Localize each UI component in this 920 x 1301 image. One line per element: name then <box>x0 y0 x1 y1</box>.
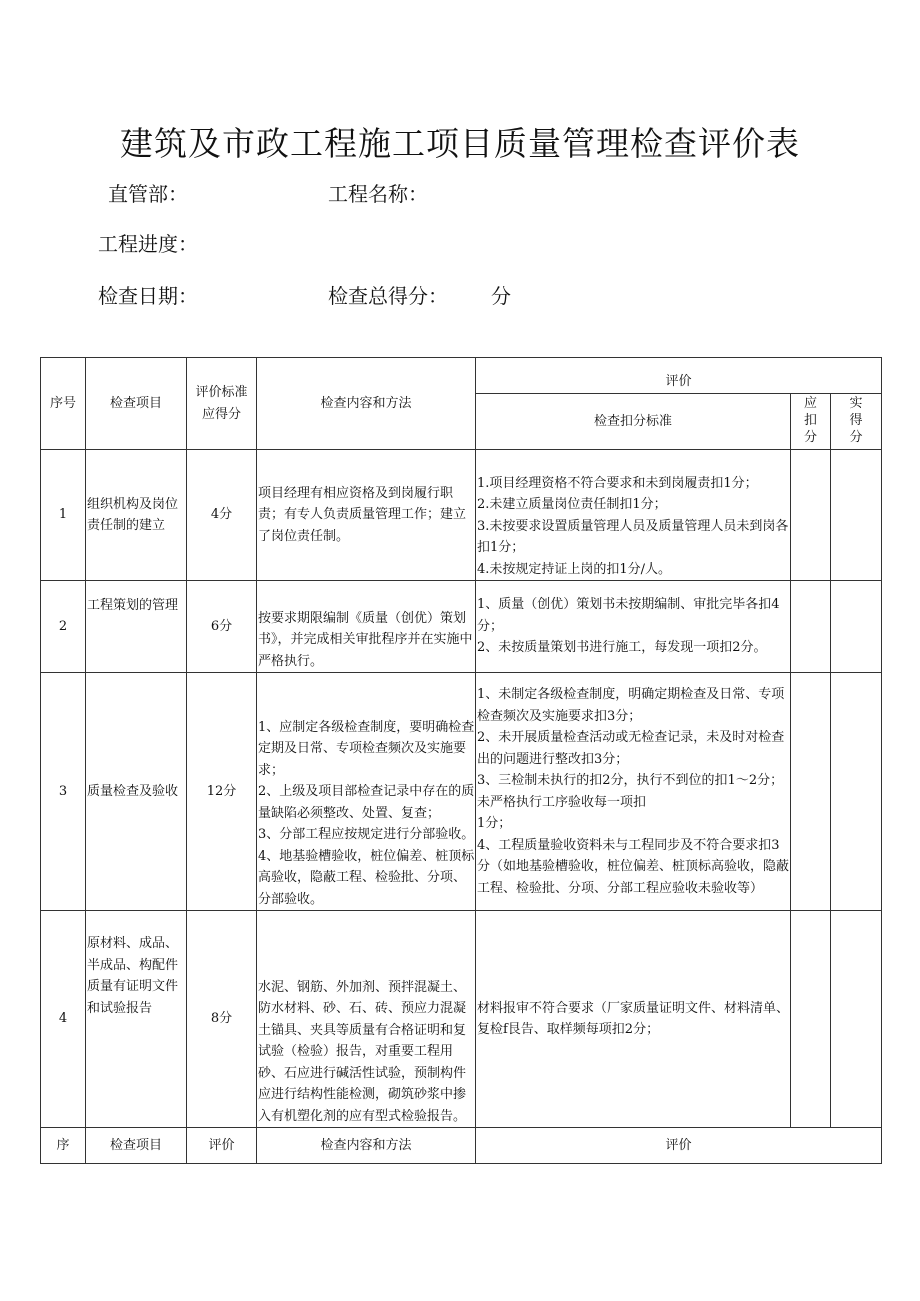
header-seq: 序号 <box>41 358 86 450</box>
row-actual-value <box>831 911 882 1128</box>
footer-seq: 序 <box>41 1128 86 1164</box>
row-score: 12分 <box>187 673 257 911</box>
deduction-line: 材料报审不符合要求（厂家质量证明文件、材料清单、复检f艮告、取样频每项扣2分； <box>477 1000 790 1037</box>
deduction-line: 2.未建立质量岗位责任制扣1分； <box>477 497 667 512</box>
project-name-label: 工程名称： <box>328 182 428 206</box>
row-deductions <box>476 911 791 1128</box>
row-content: 项目经理有相应资格及到岗履行职责；有专人负责质量管理工作；建立了岗位责任制。 <box>257 450 476 581</box>
content-line: 4、地基验槽验收，桩位偏差、桩顶标高验收，隐蔽工程、检验批、分项、分部验收。 <box>258 848 475 907</box>
deduction-line: 2、未开展质量检查活动或无检查记录，未及时对检查出的问题进行整改扣3分； <box>477 730 785 767</box>
header-deduct-cell <box>791 394 831 450</box>
deduction-line: 1分； <box>477 816 512 831</box>
row-deductions <box>476 673 791 911</box>
total-score-unit: 分 <box>491 284 511 308</box>
deduction-line: 3、三检制未执行的扣2分，执行不到位的扣1～2分；未严格执行工序验收每一项扣 <box>477 773 784 810</box>
table-row <box>41 673 882 911</box>
row-deduct-value <box>791 673 831 911</box>
row-content: 按要求期限编制《质量（创优）策划书》，并完成相关审批程序并在实施中严格执行。 <box>257 581 476 673</box>
row-seq: 1 <box>41 450 86 581</box>
row-seq: 3 <box>41 673 86 911</box>
row-seq: 4 <box>41 911 86 1128</box>
row-deduct-value <box>791 450 831 581</box>
check-date-label: 检查日期： <box>98 284 198 308</box>
deduction-line: 1、质量（创优）策划书未按期编制、审批完毕各扣4分； <box>477 597 780 634</box>
row-score: 8分 <box>187 911 257 1128</box>
content-line: 2、上级及项目部检查记录中存在的质量缺陷必须整改、处置、复查； <box>258 784 475 821</box>
row-content <box>257 673 476 911</box>
total-score-label: 检查总得分： <box>328 284 448 308</box>
header-standard-score-line1: 评价标准 <box>195 385 248 400</box>
header-evaluation: 评价 <box>476 358 882 394</box>
header-standard-score-line2: 应得分 <box>201 406 241 422</box>
header-actual-cell <box>831 394 882 450</box>
dept-label: 直管部： <box>108 182 188 206</box>
row-deduct-value <box>791 581 831 673</box>
table-row <box>41 581 882 673</box>
page-title: 建筑及市政工程施工项目质量管理检查评价表 <box>120 124 800 163</box>
header-deduction-standard: 检查扣分标准 <box>476 394 791 450</box>
row-actual-value <box>831 581 882 673</box>
footer-item: 检查项目 <box>86 1128 187 1164</box>
row-deduct-value <box>791 911 831 1128</box>
row-content: 水泥、钢筋、外加剂、预拌混凝土、防水材料、砂、石、砖、预应力混凝土锚具、夹具等质量有合格证明和复试验（检验）报告，对重要工程用砂、石应进行碱活性试验，预制构件应进行结构性能检测，砌筑砂浆中掺入有机塑化剂的应有型式检验报告。 <box>257 911 476 1128</box>
row-item: 组织机构及岗位责任制的建立 <box>86 450 187 581</box>
row-item: 质量检查及验收 <box>86 673 187 911</box>
row-item: 工程策划的管理 <box>86 581 187 673</box>
footer-evaluation: 评价 <box>476 1128 882 1164</box>
footer-content: 检查内容和方法 <box>257 1128 476 1164</box>
row-deductions <box>476 581 791 673</box>
progress-label: 工程进度： <box>98 232 198 256</box>
header-standard-score <box>187 358 257 450</box>
table-row <box>41 911 882 1128</box>
row-score: 4分 <box>187 450 257 581</box>
footer-header-row <box>41 1128 882 1164</box>
header-deduct: 应扣分 <box>803 395 817 445</box>
header-actual: 实得分 <box>849 395 863 445</box>
header-content: 检查内容和方法 <box>257 358 476 450</box>
deduction-line: 2、未按质量策划书进行施工，每发现一项扣2分。 <box>477 640 767 656</box>
header-item: 检查项目 <box>86 358 187 450</box>
row-actual-value <box>831 673 882 911</box>
table-row <box>41 450 882 581</box>
row-actual-value <box>831 450 882 581</box>
row-item: 原材料、成品、半成品、构配件质量有证明文件和试验报告 <box>86 911 187 1128</box>
deduction-line: 4、工程质量验收资料未与工程同步及不符合要求扣3分（如地基验槽验收，桩位偏差、桩顶标高验收，隐蔽工程、检验批、分项、分部工程应验收未验收等） <box>477 837 790 896</box>
deduction-line: 1、未制定各级检查制度，明确定期检查及日常、专项检查频次及实施要求扣3分； <box>477 687 785 724</box>
footer-score: 评价 <box>187 1128 257 1164</box>
row-deductions <box>476 450 791 581</box>
evaluation-table <box>40 357 882 1164</box>
header-row-1 <box>41 358 882 394</box>
deduction-line: 1.项目经理资格不符合要求和未到岗履责扣1分； <box>477 475 758 491</box>
row-score: 6分 <box>187 581 257 673</box>
row-seq: 2 <box>41 581 86 673</box>
content-line: 1、应制定各级检查制度，要明确检查定期及日常、专项检查频次及实施要求； <box>258 719 475 778</box>
deduction-line: 3.未按要求设置质量管理人员及质量管理人员未到岗各扣1分； <box>477 518 789 555</box>
deduction-line: 4.未按规定持证上岗的扣1分/人。 <box>477 561 672 577</box>
content-line: 3、分部工程应按规定进行分部验收。 <box>258 827 475 842</box>
